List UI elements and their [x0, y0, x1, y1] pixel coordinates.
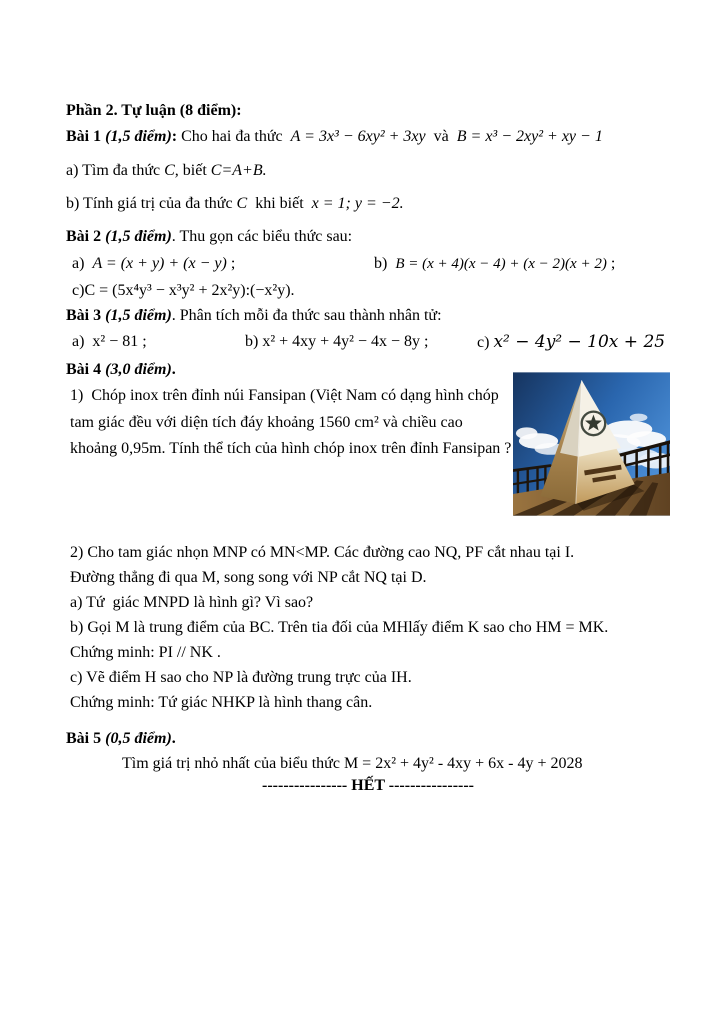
bai1-item-b-var: C: [236, 195, 248, 212]
bai3-c-formula: x² − 4y² − 10x + 25: [493, 332, 666, 352]
bai5-problem: Tìm giá trị nhỏ nhất của biểu thức M = 2x² + 4y² - 4xy + 6x - 4y + 2028: [122, 755, 583, 772]
bai1-header: [66, 126, 670, 148]
bai5-points: (0,5 điểm): [101, 730, 172, 747]
bai2-c-label: c): [72, 282, 85, 299]
bai2-c-formula: C = (5x⁴y³ − x³y² + 2x²y):(−x²y).: [84, 282, 295, 299]
bai3-header: [66, 305, 670, 327]
bai3-item-c: [477, 331, 665, 354]
bai1-item-a-var: C,: [164, 162, 179, 179]
bai2-a-label: a): [72, 255, 93, 272]
bai4-points: (3,0 điểm): [101, 361, 172, 378]
bai1-label: Bài 1: [66, 128, 102, 145]
bai2-b-semi: ;: [606, 255, 616, 272]
bai1-item-a-math: C=A+B.: [210, 162, 267, 179]
bai4-label: Bài 4: [66, 361, 102, 378]
end-het-label: HẾT: [351, 777, 385, 794]
bai3-c-label: c): [477, 334, 494, 351]
bai2-items-ab: [66, 253, 670, 275]
bai1-item-b-math: x = 1; y = −2.: [311, 195, 404, 212]
bai1-colon: :: [171, 128, 182, 145]
bai2-points: (1,5 điểm): [101, 228, 172, 245]
bai4-part1-row: [66, 383, 670, 533]
bai4-part1-text: 1) Chóp inox trên đỉnh núi Fansipan (Việt Nam có dạng hình chóp tam giác đều với diện tích đáy khoảng 1560 cm² và chiều cao khoảng 0,95m. Tính thể tích của hình chóp inox trên đỉnh Fansipan ?: [70, 387, 512, 457]
bai2-a-formula: A = (x + y) + (x − y): [92, 255, 227, 272]
bai4-part2-line2: Đường thẳng đi qua M, song song với NP cắt NQ tại D.: [70, 569, 427, 586]
bai5-header: [66, 728, 670, 750]
bai2-a-semi: ;: [226, 255, 236, 272]
bai2-item-a: [72, 253, 374, 275]
bai1-item-b: [66, 193, 670, 215]
bai3-points: (1,5 điểm): [101, 307, 172, 324]
bai2-header: [66, 226, 670, 248]
bai1-item-a-mid: biết: [178, 162, 211, 179]
bai4-part2-line7: Chứng minh: Tứ giác NHKP là hình thang cân.: [70, 694, 373, 711]
bai1-connector: và: [425, 128, 457, 145]
bai1-points: (1,5 điểm): [101, 128, 172, 145]
bai1-item-a: [66, 160, 670, 182]
bai5-label: Bài 5: [66, 730, 102, 747]
bai1-formula-a: A = 3x³ − 6xy² + 3xy: [290, 128, 426, 145]
section-title: Phần 2. Tự luận (8 điểm):: [66, 102, 242, 119]
bai2-label: Bài 2: [66, 228, 102, 245]
bai3-item-b: b) x² + 4xy + 4y² − 4x − 8y ;: [245, 333, 429, 350]
bai3-label: Bài 3: [66, 307, 102, 324]
bai4-part2-line1: 2) Cho tam giác nhọn MNP có MN<MP. Các đường cao NQ, PF cắt nhau tại I.: [70, 544, 575, 561]
bai2-item-b: [374, 253, 615, 275]
bai1-intro: Cho hai đa thức: [181, 128, 291, 145]
bai3-item-a: a) x² − 81 ;: [72, 333, 147, 350]
end-of-exam-line: [66, 775, 670, 797]
bai2-item-c: [66, 280, 670, 302]
bai4-part2-line4: b) Gọi M là trung điểm của BC. Trên tia đối của MHlấy điểm K sao cho HM = MK.: [70, 619, 609, 636]
bai2-rest: . Thu gọn các biểu thức sau:: [171, 228, 353, 245]
bai1-formula-b: B = x³ − 2xy² + xy − 1: [456, 128, 603, 145]
fansipan-summit-photo: [513, 372, 670, 516]
bai1-item-b-text: b) Tính giá trị của đa thức: [66, 195, 237, 212]
end-dashes-right: ----------------: [384, 777, 474, 794]
bai4-part2-line5: Chứng minh: PI // NK .: [70, 644, 221, 661]
end-dashes-left: ----------------: [262, 777, 352, 794]
bai1-item-a-text: a) Tìm đa thức: [66, 162, 165, 179]
bai4-part2-line6: c) Vẽ điểm H sao cho NP là đường trung trực của IH.: [70, 669, 412, 686]
bai3-rest: . Phân tích mỗi đa thức sau thành nhân tử:: [171, 307, 442, 324]
bai4-dot: .: [171, 361, 176, 378]
bai1-item-b-mid: khi biết: [247, 195, 312, 212]
bai2-b-formula: B = (x + 4)(x − 4) + (x − 2)(x + 2): [395, 256, 607, 272]
bai5-dot: .: [171, 730, 176, 747]
bai2-b-label: b): [374, 255, 396, 272]
bai3-items: [66, 331, 670, 354]
bai4-part2-line3: a) Tứ giác MNPD là hình gì? Vì sao?: [70, 594, 314, 611]
